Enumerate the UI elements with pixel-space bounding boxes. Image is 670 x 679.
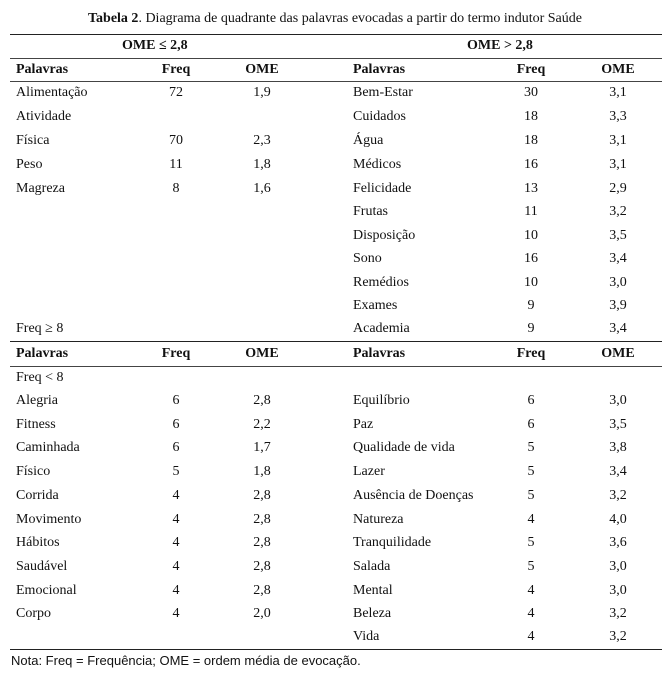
table-cell: Equilíbrio (353, 393, 410, 408)
table-cell: Física (16, 133, 50, 148)
table-cell: Felicidade (353, 181, 412, 196)
table-cell: Movimento (16, 512, 82, 527)
table-cell: Atividade (16, 109, 72, 124)
table-cell: Vida (353, 629, 380, 644)
table-cell: Sono (353, 251, 382, 266)
table-cell: Tranquilidade (353, 535, 432, 550)
table-cell: Médicos (353, 157, 402, 172)
table-cell: Frutas (353, 204, 388, 219)
group-left-header: OME ≤ 2,8 (122, 38, 188, 53)
header-rule-top (10, 81, 662, 82)
header-words-right: Palavras (353, 62, 406, 77)
header-words-right-lower: Palavras (353, 346, 406, 361)
group-right-header: OME > 2,8 (467, 38, 533, 53)
caption-text: . Diagrama de quadrante das palavras evocadas a partir do termo indutor Saúde (138, 11, 582, 26)
table-cell: Emocional (16, 583, 77, 598)
header-words-left-lower: Palavras (16, 346, 69, 361)
table-cell: Natureza (353, 512, 404, 527)
table-cell: Físico (16, 464, 51, 479)
table-cell: Magreza (16, 181, 65, 196)
table-cell: Água (353, 133, 384, 148)
table-note: Nota: Freq = Frequência; OME = ordem média de evocação. (11, 653, 361, 668)
table-cell: Ausência de Doenças (353, 488, 474, 503)
table-cell: Hábitos (16, 535, 60, 550)
freq-threshold-low: Freq < 8 (16, 370, 64, 385)
table-cell: Cuidados (353, 109, 406, 124)
table-cell: Corrida (16, 488, 59, 503)
table-cell: Salada (353, 559, 391, 574)
freq-threshold-high: Freq ≥ 8 (16, 321, 64, 336)
top-rule (10, 34, 662, 35)
table-cell: Bem-Estar (353, 85, 413, 100)
table-cell: Lazer (353, 464, 385, 479)
table-cell: Remédios (353, 275, 409, 290)
table-cell: Alimentação (16, 85, 88, 100)
table-cell: Caminhada (16, 440, 80, 455)
group-rule (10, 58, 662, 59)
table-cell: Qualidade de vida (353, 440, 455, 455)
table-cell: Mental (353, 583, 393, 598)
caption-label: Tabela 2 (87, 11, 139, 26)
table-cell: Saudável (16, 559, 68, 574)
table-cell: Paz (353, 417, 374, 432)
table-cell: Disposição (353, 228, 416, 243)
table-cell: Academia (353, 321, 410, 336)
bottom-rule (10, 649, 662, 650)
table-caption (0, 11, 670, 27)
table-cell: Beleza (353, 606, 392, 621)
middle-rule-top (10, 341, 662, 342)
table-cell: Peso (16, 157, 43, 172)
header-words-left: Palavras (16, 62, 69, 77)
table-cell: Exames (353, 298, 398, 313)
table-cell: Alegria (16, 393, 58, 408)
middle-rule-bottom (10, 366, 662, 367)
table-cell: Corpo (16, 606, 51, 621)
table-cell: Fitness (16, 417, 56, 432)
